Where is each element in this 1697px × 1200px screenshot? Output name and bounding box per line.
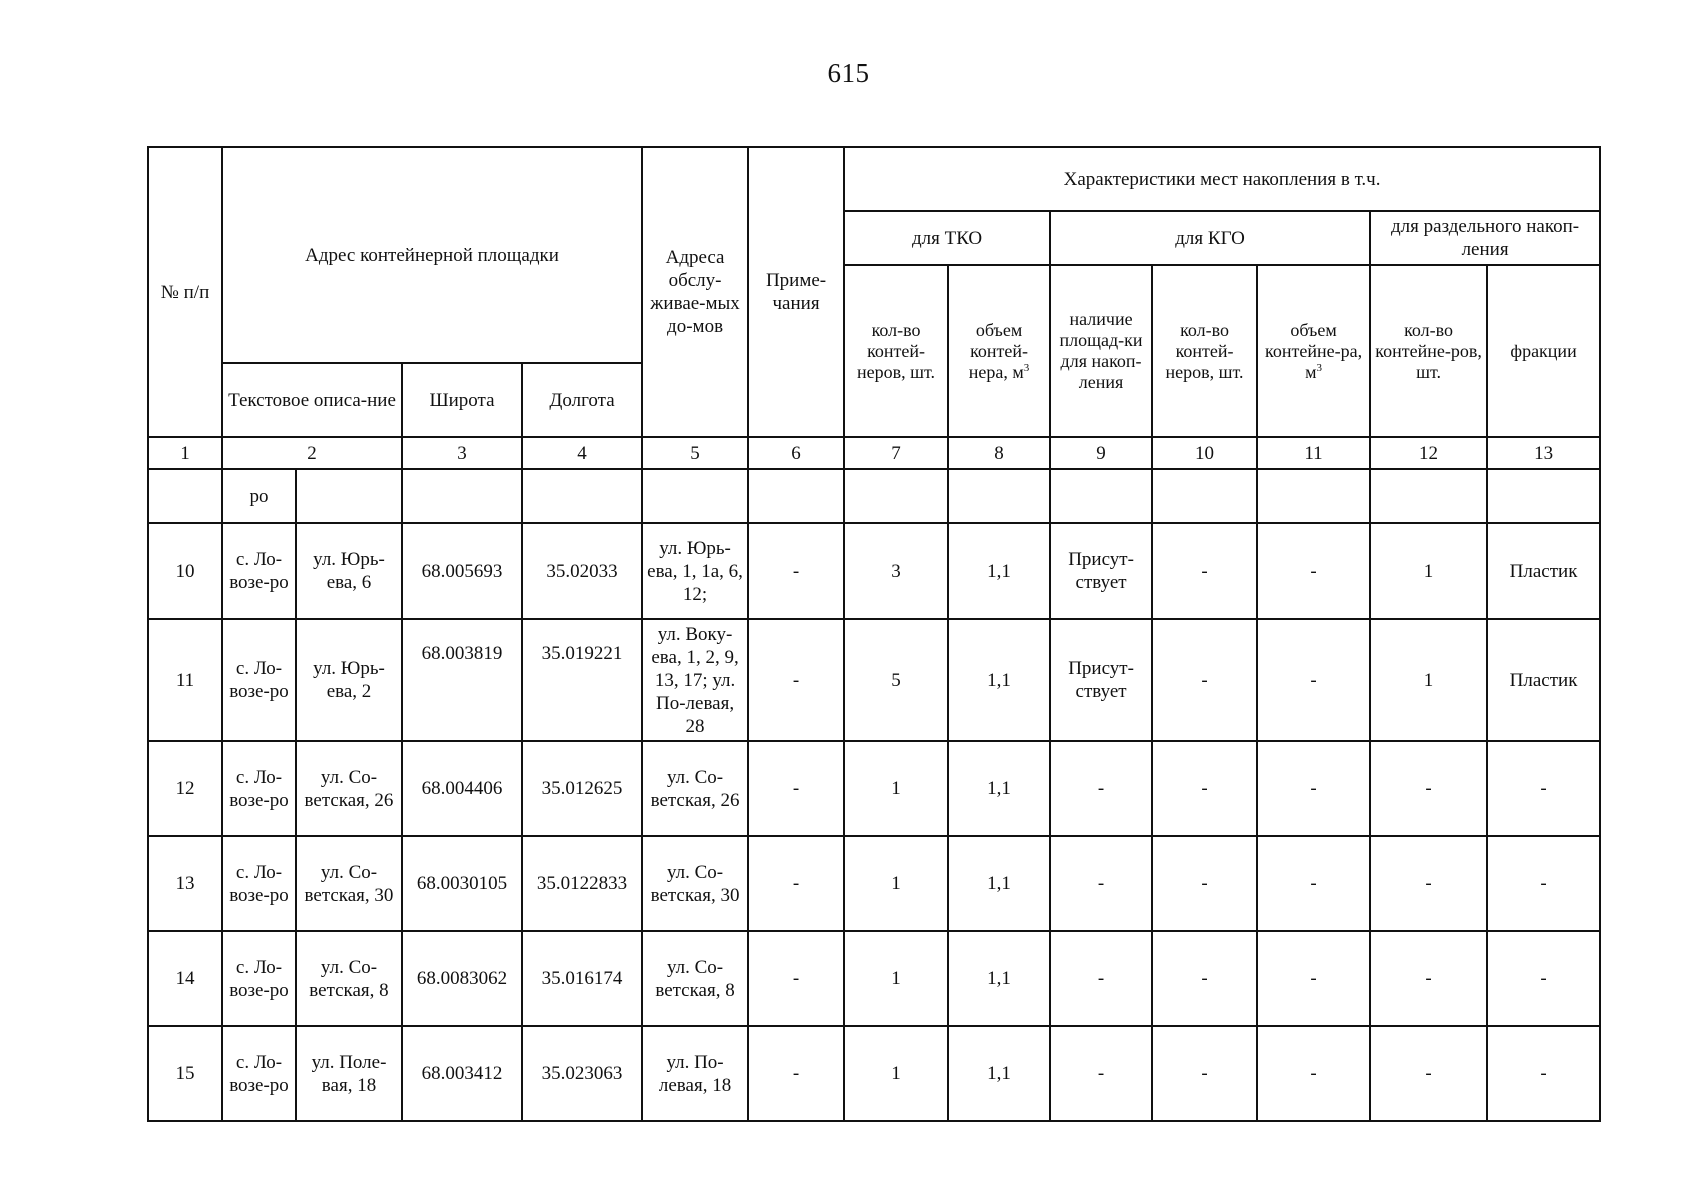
header-num: № п/п <box>148 147 222 437</box>
table-cell <box>844 469 948 523</box>
table-cell <box>948 469 1050 523</box>
served-houses-cell: ул. Со-ветская, 8 <box>642 931 748 1026</box>
container-sites-table <box>147 146 1601 1122</box>
longitude-cell: 35.012625 <box>522 741 642 836</box>
header-longitude: Долгота <box>522 363 642 437</box>
header-text-desc: Текстовое описа-ние <box>222 363 402 437</box>
settlement-cell: с. Ло-возе-ро <box>222 619 296 741</box>
column-number: 13 <box>1487 437 1600 469</box>
header-separate: для раздельного накоп-ления <box>1370 211 1600 265</box>
latitude-cell: 68.003412 <box>402 1026 522 1121</box>
header-kgo: для КГО <box>1050 211 1370 265</box>
tko-count-cell: 5 <box>844 619 948 741</box>
kgo-volume-cell: - <box>1257 619 1370 741</box>
settlement-cell: с. Ло-возе-ро <box>222 836 296 931</box>
row-num-cell: 11 <box>148 619 222 741</box>
settlement-cell: с. Ло-возе-ро <box>222 1026 296 1121</box>
header-notes: Приме-чания <box>748 147 844 437</box>
kgo-count-cell: - <box>1152 931 1257 1026</box>
tko-count-cell: 1 <box>844 1026 948 1121</box>
tko-volume-cell: 1,1 <box>948 931 1050 1026</box>
row-num-cell: 13 <box>148 836 222 931</box>
column-number: 4 <box>522 437 642 469</box>
notes-cell: - <box>748 741 844 836</box>
header-served-houses: Адреса обслу-живае-мых до-мов <box>642 147 748 437</box>
settlement-cell: с. Ло-возе-ро <box>222 523 296 619</box>
latitude-cell: 68.0030105 <box>402 836 522 931</box>
sep-count-cell: - <box>1370 836 1487 931</box>
settlement-cell: с. Ло-возе-ро <box>222 931 296 1026</box>
sep-count-cell: - <box>1370 741 1487 836</box>
header-sep-fraction: фракции <box>1487 265 1600 437</box>
table-cell <box>642 469 748 523</box>
tko-volume-cell: 1,1 <box>948 1026 1050 1121</box>
superscript: 3 <box>1316 361 1322 374</box>
row-num-cell: 15 <box>148 1026 222 1121</box>
served-houses-cell: ул. Со-ветская, 30 <box>642 836 748 931</box>
column-number: 6 <box>748 437 844 469</box>
column-number: 2 <box>222 437 402 469</box>
street-cell: ул. Поле-вая, 18 <box>296 1026 402 1121</box>
superscript: 3 <box>1023 361 1030 374</box>
latitude-cell: 68.0083062 <box>402 931 522 1026</box>
row-num-cell: 14 <box>148 931 222 1026</box>
kgo-volume-cell: - <box>1257 1026 1370 1121</box>
kgo-site-cell: Присут-ствует <box>1050 619 1152 741</box>
table-cell <box>148 469 222 523</box>
header-kgo-site: наличие площад-ки для накоп-ления <box>1050 265 1152 437</box>
kgo-volume-cell: - <box>1257 931 1370 1026</box>
settlement-cell: с. Ло-возе-ро <box>222 741 296 836</box>
tko-count-cell: 1 <box>844 931 948 1026</box>
notes-cell: - <box>748 931 844 1026</box>
notes-cell: - <box>748 619 844 741</box>
tko-volume-cell: 1,1 <box>948 523 1050 619</box>
table-cell <box>1257 469 1370 523</box>
sep-fraction-cell: Пластик <box>1487 523 1600 619</box>
kgo-count-cell: - <box>1152 523 1257 619</box>
header-tko-volume <box>948 265 1050 437</box>
column-number: 5 <box>642 437 748 469</box>
header-sep-count: кол-во контейне-ров, шт. <box>1370 265 1487 437</box>
column-number: 8 <box>948 437 1050 469</box>
sep-fraction-cell: - <box>1487 1026 1600 1121</box>
street-cell: ул. Со-ветская, 26 <box>296 741 402 836</box>
header-tko-volume-text: объем контей-нера, м <box>968 319 1029 382</box>
longitude-cell: 35.0122833 <box>522 836 642 931</box>
sep-count-cell: 1 <box>1370 619 1487 741</box>
served-houses-cell: ул. Со-ветская, 26 <box>642 741 748 836</box>
table-row <box>148 836 1600 931</box>
settlement-cell: ро <box>222 469 296 523</box>
table-cell <box>1370 469 1487 523</box>
column-number: 1 <box>148 437 222 469</box>
kgo-volume-cell: - <box>1257 523 1370 619</box>
sep-count-cell: 1 <box>1370 523 1487 619</box>
sep-fraction-cell: - <box>1487 836 1600 931</box>
kgo-count-cell: - <box>1152 619 1257 741</box>
sep-count-cell: - <box>1370 931 1487 1026</box>
kgo-site-cell: - <box>1050 1026 1152 1121</box>
kgo-site-cell: - <box>1050 741 1152 836</box>
kgo-count-cell: - <box>1152 836 1257 931</box>
table-row <box>148 619 1600 741</box>
column-number: 11 <box>1257 437 1370 469</box>
sep-fraction-cell: - <box>1487 931 1600 1026</box>
row-num-cell: 12 <box>148 741 222 836</box>
served-houses-cell: ул. Воку-ева, 1, 2, 9, 13, 17; ул. По-левая, 28 <box>642 619 748 741</box>
row-num-cell: 10 <box>148 523 222 619</box>
kgo-site-cell: Присут-ствует <box>1050 523 1152 619</box>
table-cell <box>1487 469 1600 523</box>
column-number: 7 <box>844 437 948 469</box>
table-cell <box>1050 469 1152 523</box>
notes-cell: - <box>748 836 844 931</box>
header-kgo-volume-text: объем контейне-ра, м <box>1265 319 1363 382</box>
notes-cell: - <box>748 523 844 619</box>
tko-volume-cell: 1,1 <box>948 619 1050 741</box>
street-cell: ул. Юрь-ева, 6 <box>296 523 402 619</box>
sep-fraction-cell: - <box>1487 741 1600 836</box>
header-characteristics: Характеристики мест накопления в т.ч. <box>844 147 1600 211</box>
table-cell <box>296 469 402 523</box>
tko-volume-cell: 1,1 <box>948 741 1050 836</box>
latitude-cell: 68.004406 <box>402 741 522 836</box>
served-houses-cell: ул. Юрь-ева, 1, 1а, 6, 12; <box>642 523 748 619</box>
longitude-cell: 35.016174 <box>522 931 642 1026</box>
header-latitude: Широта <box>402 363 522 437</box>
header-address-group: Адрес контейнерной площадки <box>222 147 642 363</box>
kgo-site-cell: - <box>1050 836 1152 931</box>
table-cell <box>748 469 844 523</box>
header-tko-count: кол-во контей-неров, шт. <box>844 265 948 437</box>
longitude-cell: 35.02033 <box>522 523 642 619</box>
street-cell: ул. Со-ветская, 8 <box>296 931 402 1026</box>
header-kgo-count: кол-во контей-неров, шт. <box>1152 265 1257 437</box>
table-row <box>148 741 1600 836</box>
header-kgo-volume <box>1257 265 1370 437</box>
table-row <box>148 931 1600 1026</box>
table-cell <box>522 469 642 523</box>
table-row <box>148 523 1600 619</box>
notes-cell: - <box>748 1026 844 1121</box>
served-houses-cell: ул. По-левая, 18 <box>642 1026 748 1121</box>
table-row <box>148 1026 1600 1121</box>
tko-count-cell: 3 <box>844 523 948 619</box>
table-cell <box>402 469 522 523</box>
kgo-site-cell: - <box>1050 931 1152 1026</box>
kgo-count-cell: - <box>1152 1026 1257 1121</box>
sep-count-cell: - <box>1370 1026 1487 1121</box>
longitude-cell: 35.023063 <box>522 1026 642 1121</box>
column-number: 12 <box>1370 437 1487 469</box>
column-number: 10 <box>1152 437 1257 469</box>
longitude-cell: 35.019221 <box>522 619 642 741</box>
kgo-volume-cell: - <box>1257 836 1370 931</box>
column-number: 9 <box>1050 437 1152 469</box>
tko-count-cell: 1 <box>844 741 948 836</box>
continuation-row <box>148 469 1600 523</box>
street-cell: ул. Юрь-ева, 2 <box>296 619 402 741</box>
latitude-cell: 68.003819 <box>402 619 522 741</box>
table-cell <box>1152 469 1257 523</box>
kgo-volume-cell: - <box>1257 741 1370 836</box>
header-tko: для ТКО <box>844 211 1050 265</box>
street-cell: ул. Со-ветская, 30 <box>296 836 402 931</box>
tko-count-cell: 1 <box>844 836 948 931</box>
column-number: 3 <box>402 437 522 469</box>
tko-volume-cell: 1,1 <box>948 836 1050 931</box>
kgo-count-cell: - <box>1152 741 1257 836</box>
page-number: 615 <box>827 58 870 88</box>
sep-fraction-cell: Пластик <box>1487 619 1600 741</box>
latitude-cell: 68.005693 <box>402 523 522 619</box>
